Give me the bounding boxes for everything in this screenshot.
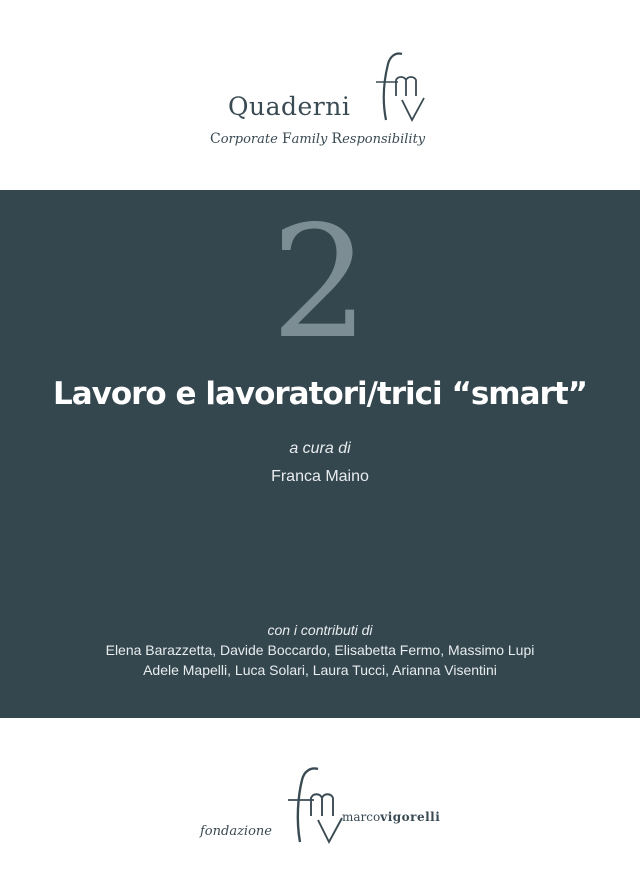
subtitle-initial-c: C — [210, 131, 221, 147]
publisher-name-last: vigorelli — [380, 810, 441, 824]
contributors-label: con i contributi di — [267, 622, 373, 638]
series-subtitle — [210, 131, 425, 147]
title-panel — [0, 190, 640, 718]
subtitle-initial-r: R — [331, 131, 343, 147]
fmv-logo-icon — [368, 50, 440, 124]
book-title: Lavoro e lavoratori/trici “smart” — [52, 376, 588, 412]
subtitle-part-family: amily — [291, 132, 332, 147]
cover-header — [0, 0, 640, 190]
publisher-footer — [0, 718, 640, 896]
subtitle-part-corporate: orporate — [220, 132, 282, 147]
series-title: Quaderni — [228, 92, 351, 121]
contributors-line-2: Adele Mapelli, Luca Solari, Laura Tucci, Arianna Visentini — [143, 662, 497, 678]
editor-name: Franca Maino — [271, 468, 369, 485]
editor-label: a cura di — [289, 440, 351, 457]
subtitle-initial-f: F — [281, 131, 292, 147]
contributors-line-1: Elena Barazzetta, Davide Boccardo, Elisabetta Fermo, Massimo Lupi — [105, 642, 535, 658]
subtitle-part-responsibility: esponsibility — [342, 132, 426, 147]
publisher-fmv-logo-icon — [280, 764, 360, 846]
publisher-name — [342, 810, 440, 824]
publisher-name-first: marco — [342, 810, 381, 824]
publisher-prefix: fondazione — [200, 824, 272, 839]
issue-number: 2 — [270, 192, 370, 373]
